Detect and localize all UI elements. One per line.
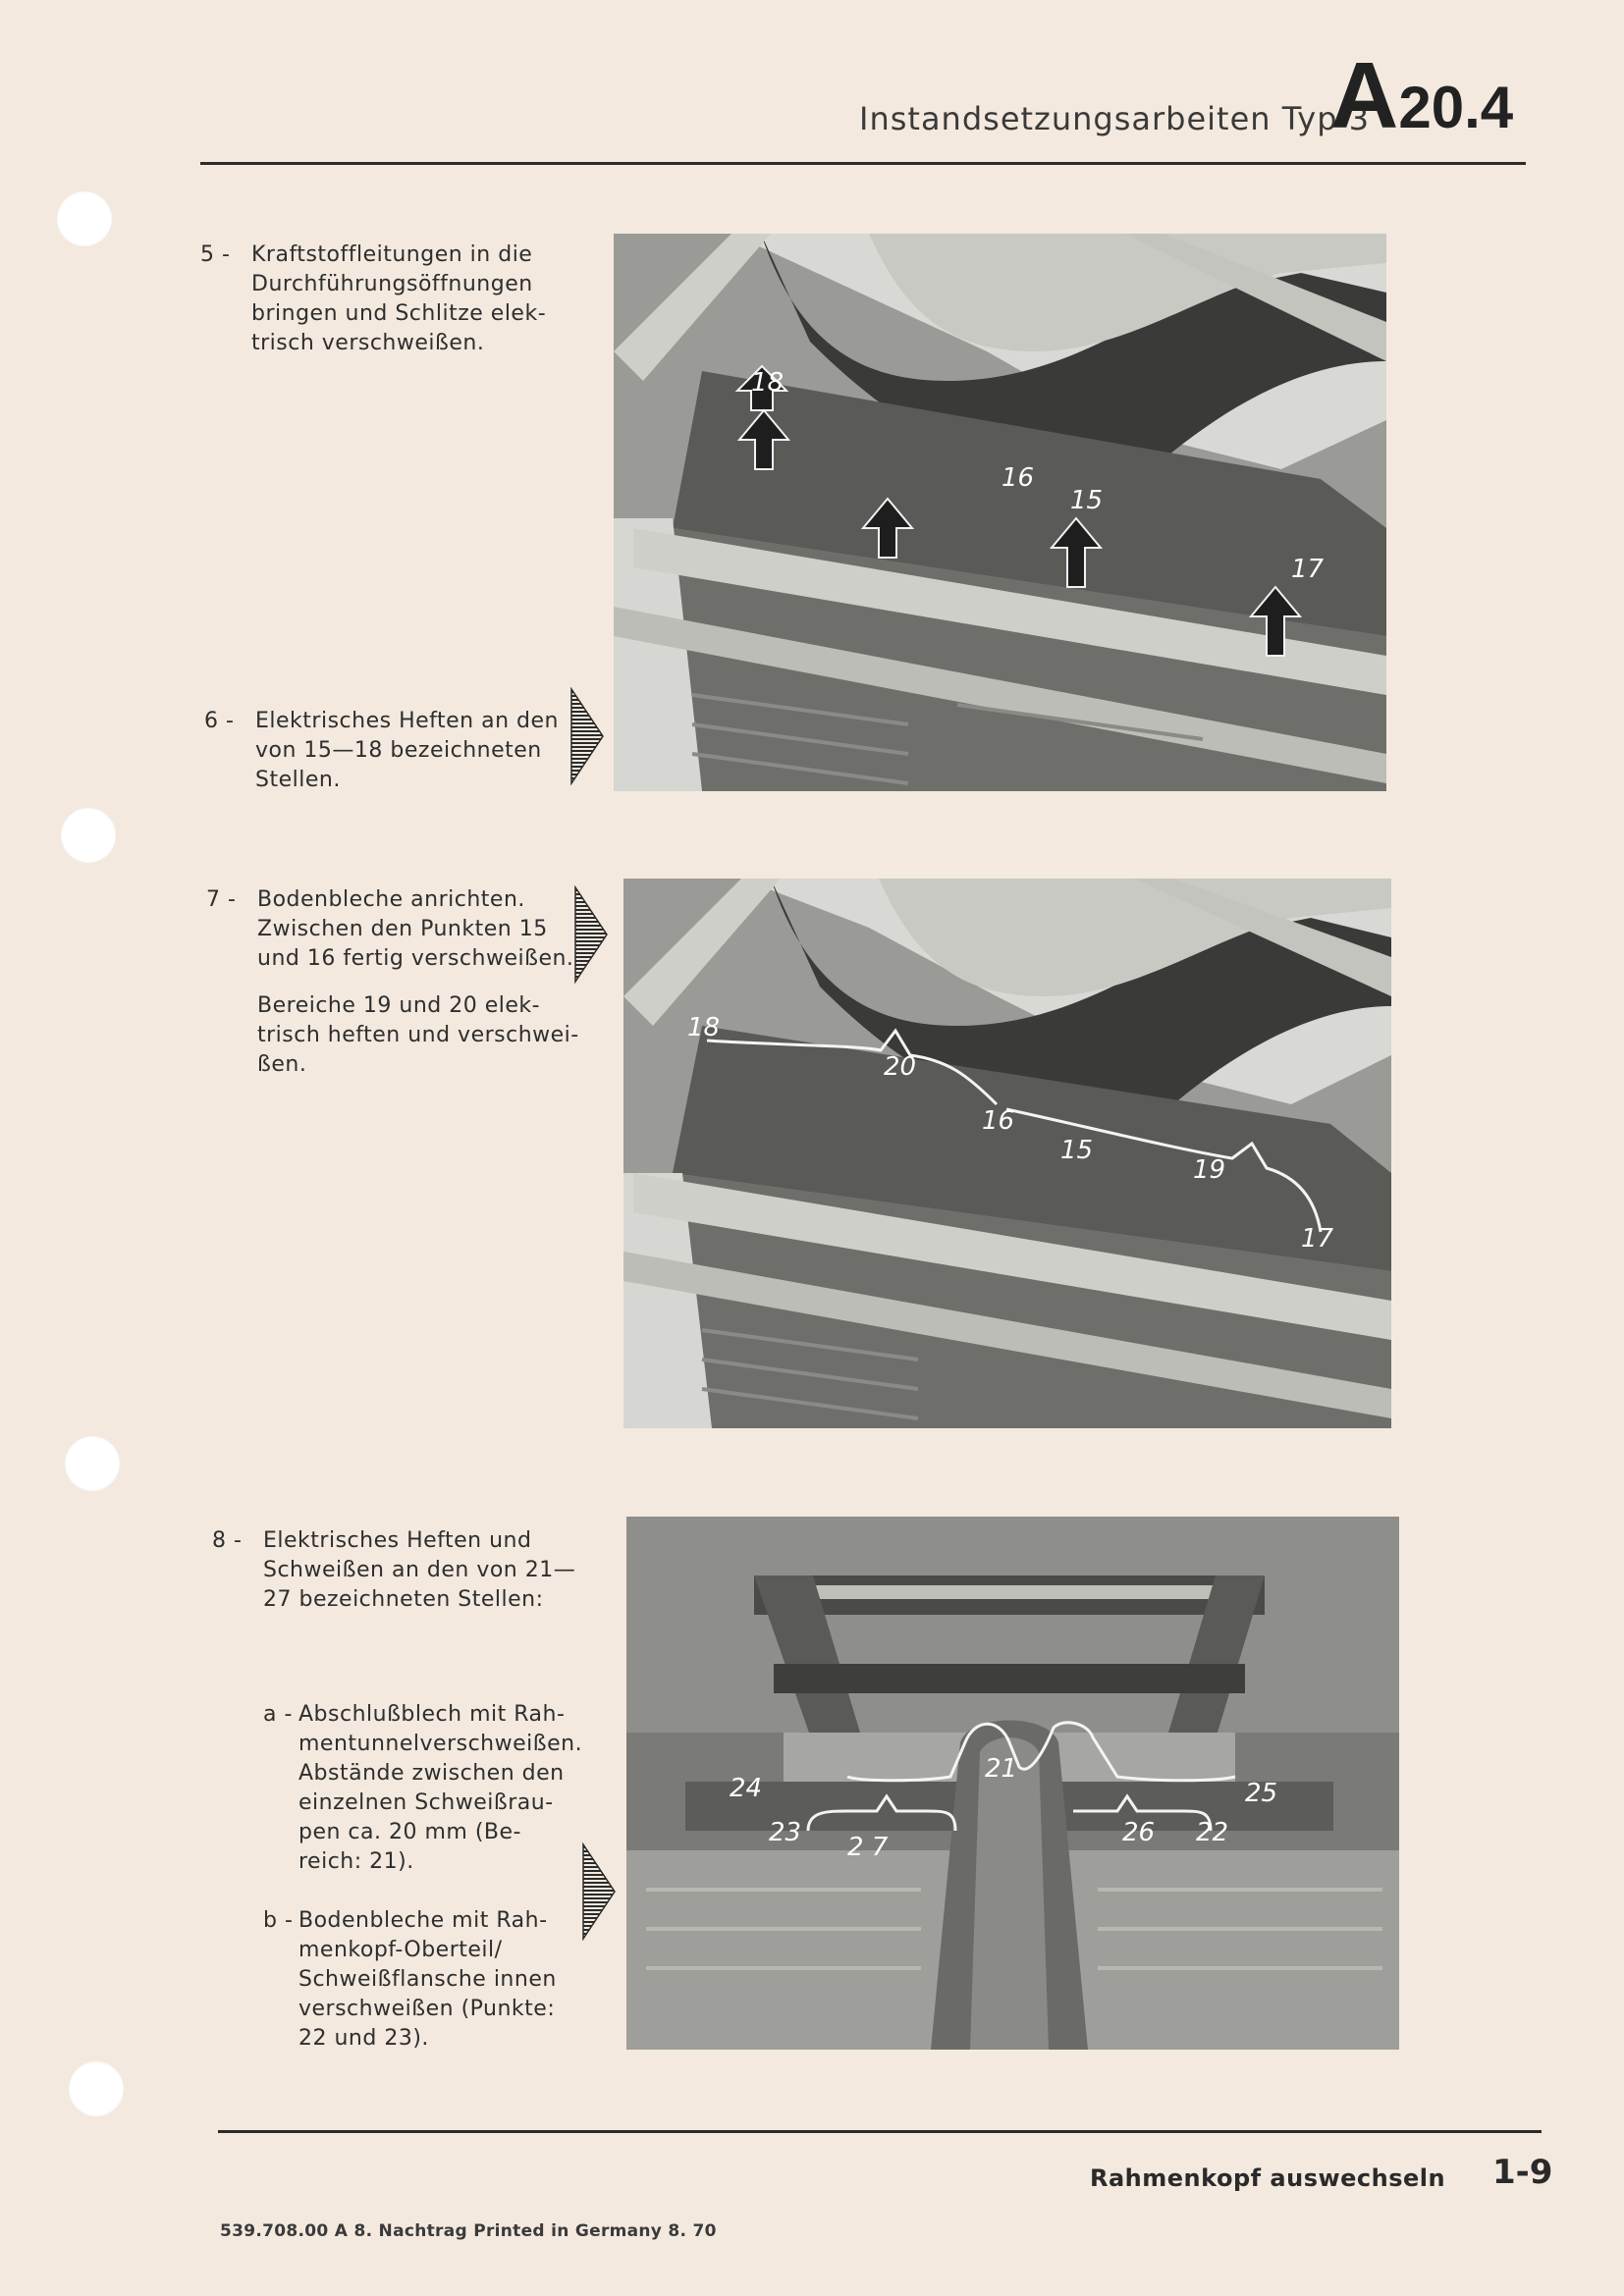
step-text: Bereiche 19 und 20 elek- trisch heften und verschwei- ßen. bbox=[257, 993, 579, 1077]
section-code-letter: A bbox=[1330, 43, 1399, 148]
step-text: Bodenbleche anrichten. Zwischen den Punkten 15 und 16 fertig verschweißen. bbox=[257, 887, 574, 971]
punch-hole bbox=[65, 1436, 120, 1491]
step-text: Elektrisches Heften an den von 15—18 bezeichneten Stellen. bbox=[255, 709, 559, 792]
step-number: a - bbox=[263, 1702, 293, 1727]
photo-label: 19 bbox=[1193, 1155, 1226, 1185]
photo-label: 26 bbox=[1122, 1818, 1156, 1847]
photo-label: 15 bbox=[1060, 1136, 1094, 1165]
print-reference: 539.708.00 A 8. Nachtrag Printed in Germany 8. 70 bbox=[220, 2221, 717, 2241]
photo-label: 16 bbox=[982, 1106, 1015, 1136]
punch-hole bbox=[57, 191, 112, 246]
step-number: b - bbox=[263, 1908, 294, 1933]
header-rule bbox=[200, 162, 1526, 165]
step-text: Abschlußblech mit Rah- mentunnelverschweißen. Abstände zwischen den einzelnen Schweißrau- pen ca. 20 mm (Be- reich: 21). bbox=[298, 1702, 583, 1874]
hatched-arrow-icon bbox=[573, 885, 609, 984]
photo-label: 24 bbox=[730, 1774, 763, 1803]
photo-label: 18 bbox=[751, 368, 785, 398]
photo-frame-head-points-21-27 bbox=[626, 1517, 1399, 2050]
photo-floor-areas-19-20 bbox=[623, 879, 1391, 1428]
step-text: Kraftstoffleitungen in die Durchführungsöffnungen bringen und Schlitze elek- trisch verschweißen. bbox=[251, 242, 547, 355]
punch-hole bbox=[69, 2061, 124, 2116]
hatched-arrow-icon bbox=[569, 687, 605, 785]
page-number: 1-9 bbox=[1492, 2153, 1553, 2192]
photo-label: 23 bbox=[769, 1818, 802, 1847]
step-text: Elektrisches Heften und Schweißen an den von 21— 27 bezeichneten Stellen: bbox=[263, 1528, 576, 1612]
punch-hole bbox=[61, 808, 116, 863]
photo-label: 17 bbox=[1291, 555, 1325, 584]
step-text: Bodenbleche mit Rah- menkopf-Oberteil/ Schweißflansche innen verschweißen (Punkte: 22 und 23). bbox=[298, 1908, 557, 2051]
photo-label: 17 bbox=[1301, 1224, 1334, 1254]
photo-label: 25 bbox=[1245, 1779, 1278, 1808]
section-title: Rahmenkopf auswechseln bbox=[1090, 2164, 1446, 2192]
page-header-title: Instandsetzungsarbeiten Typ 3 bbox=[859, 100, 1371, 137]
photo-label: 20 bbox=[884, 1052, 917, 1082]
section-code bbox=[1330, 43, 1514, 148]
step-number: 5 - bbox=[200, 242, 231, 267]
photo-label: 16 bbox=[1001, 463, 1035, 493]
photo-label: 15 bbox=[1070, 486, 1104, 515]
photo-label: 21 bbox=[985, 1754, 1018, 1784]
step-number: 7 - bbox=[206, 887, 237, 912]
section-code-number: 20.4 bbox=[1398, 75, 1514, 140]
photo-label: 18 bbox=[687, 1013, 721, 1042]
step-number: 8 - bbox=[212, 1528, 243, 1553]
footer-rule bbox=[218, 2130, 1542, 2133]
photo-label: 22 bbox=[1196, 1818, 1229, 1847]
step-number: 6 - bbox=[204, 709, 235, 733]
photo-label: 2 7 bbox=[847, 1833, 889, 1862]
hatched-arrow-icon bbox=[581, 1842, 617, 1941]
photo-floor-welding-points-15-18 bbox=[614, 234, 1386, 791]
